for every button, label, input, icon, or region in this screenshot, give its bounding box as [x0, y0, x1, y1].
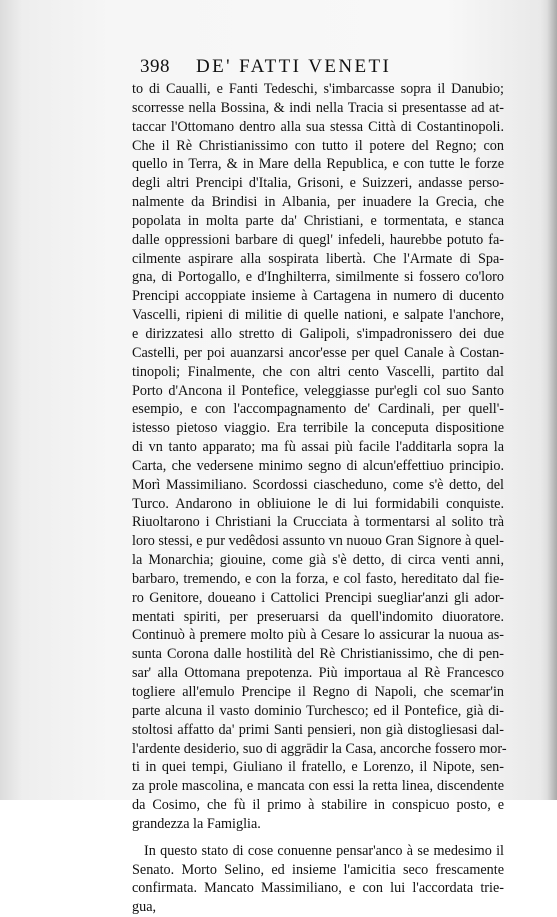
page-edge-shadow — [547, 0, 557, 800]
text-line: taccar l'Ottomano dentro alla sua stessa Città di Costantinopoli. — [132, 118, 504, 135]
text-line: di vn tanto apparato; ma fù assai più facile l'additarla sopra la — [132, 439, 504, 456]
text-line: togliere all'emulo Prencipe il Regno di Napoli, che scemar'in — [132, 684, 504, 700]
text-line: Senato. Morto Selino, ed insieme l'amicitia seco frescamente — [132, 861, 504, 878]
text-line: Porto d'Ancona il Pontefice, veleggiasse pur'egli col suo Santo — [132, 382, 504, 399]
text-line: la Monarchia; giouine, come già s'è detto, di circa venti anni, — [132, 552, 504, 569]
text-line: popolata in molta parte da' Christiani, e tormentata, e stanca — [132, 212, 504, 229]
text-line: mentati spiriti, per preseruarsi da quell'indomito diuoratore. — [132, 608, 504, 625]
paragraph — [132, 80, 507, 834]
text-line: nalmente da Brindisi in Albania, per inuadere la Grecia, che — [132, 194, 504, 211]
text-line: da Cosimo, che fù il primo à stabilire in conspicuo posto, e — [132, 797, 504, 814]
text-line: Che il Rè Christianissimo con tutto il potere del Regno; con — [132, 137, 504, 154]
text-line: grandezza la Famiglia. — [132, 815, 261, 832]
text-line: gna, di Portogallo, e d'Inghilterra, similmente si fossero co'loro — [132, 269, 504, 286]
text-line: gua, — [132, 899, 157, 916]
text-line: Carta, che vedersene minimo segno di alcun'effettiuo principio. — [132, 457, 504, 474]
page-number: 398 — [140, 56, 170, 77]
text-line: degli altri Prencipi d'Italia, Grisoni, e Suizzeri, andasse perso- — [132, 175, 504, 192]
text-line: tinopoli; Finalmente, che con altri cento Vascelli, partito dal — [132, 363, 504, 380]
text-line: istesso pietoso viaggio. Era terribile la conceputa dispositione — [132, 420, 504, 437]
text-line: to di Caualli, e Fanti Tedeschi, s'imbarcasse sopra il Danubio; — [132, 81, 504, 97]
text-line: scorresse nella Bossina, & indi nella Tracia si presentasse ad at- — [132, 99, 504, 116]
text-line: confirmata. Mancato Massimiliano, e con lui l'accordata trie- — [132, 880, 504, 897]
text-line: sunta Corona dalle hostilità del Rè Christianissimo, che di pen- — [132, 646, 504, 663]
text-line: Riuoltarono i Christiani la Crucciata à tormentarsi al solito trà — [132, 514, 504, 531]
text-line: Continuò à premere molto più à Cesare lo assicurar la nuoua as- — [132, 627, 504, 644]
text-line: Castelli, per poi auanzarsi ancor'esse per quel Canale à Costan- — [132, 344, 504, 361]
paragraph-gap — [132, 834, 504, 842]
text-line: Morì Massimiliano. Scordossi ciascheduno, come s'è detto, del — [132, 476, 504, 493]
text-line: barbaro, tremendo, e con la forza, e col fasto, hereditato dal fie- — [132, 570, 504, 587]
text-line: esempio, e con l'accompagnamento de' Cardinali, per quell'- — [132, 401, 504, 418]
text-line: Prencipi accoppiate insieme à Cartagena in numero di ducento — [132, 288, 504, 305]
text-line: sar' alla Ottomana prepotenza. Più importaua al Rè Francesco — [132, 665, 504, 682]
running-title: DE' FATTI VENETI — [196, 56, 392, 77]
text-line: e dirizzatesi allo stretto di Galipoli, s'impadronissero dei due — [132, 325, 504, 342]
body-text — [132, 80, 507, 917]
text-line: l'ardente desiderio, suo di aggrādir la Casa, ancorche fossero mor- — [132, 740, 507, 757]
paragraph — [132, 842, 504, 917]
text-line: dalle oppressioni barbare di quegl' infedeli, haurebbe potuto fa- — [132, 231, 504, 248]
text-line: stoltosi affatto da' primi Santi pensieri, non già distogliesasi dal- — [132, 721, 504, 738]
text-line: quello in Terra, & in Mare della Republica, e con tutte le forze — [132, 156, 504, 173]
text-line: Vascelli, ripieni di militie di quelle nationi, e salpate l'anchore, — [132, 307, 504, 324]
page-header — [140, 56, 500, 80]
text-line: parte alcuna il vasto dominio Turchesco; ed il Pontefice, già di- — [132, 702, 504, 719]
text-line: loro stessi, e pur vedêdosi assunto vn nuouo Gran Signore à quel- — [132, 533, 504, 550]
text-line: Turco. Andarono in obliuione le di lui formidabili conquiste. — [132, 495, 504, 512]
text-line: ro Genitore, doueano i Cattolici Prencipi suegliar'anzi gli ador- — [132, 589, 504, 606]
text-line: za prole mascolina, e mancata con essi la retta linea, discendente — [132, 778, 504, 795]
text-line: cilmente aspirare alla sospirata libertà. Che l'Armate di Spa- — [132, 250, 504, 267]
text-line: ti in quei tempi, Giuliano il fratello, e Lorenzo, il Nipote, sen- — [132, 759, 504, 776]
text-line: In questo stato di cose conuenne pensar'anco à se medesimo il — [144, 842, 504, 859]
